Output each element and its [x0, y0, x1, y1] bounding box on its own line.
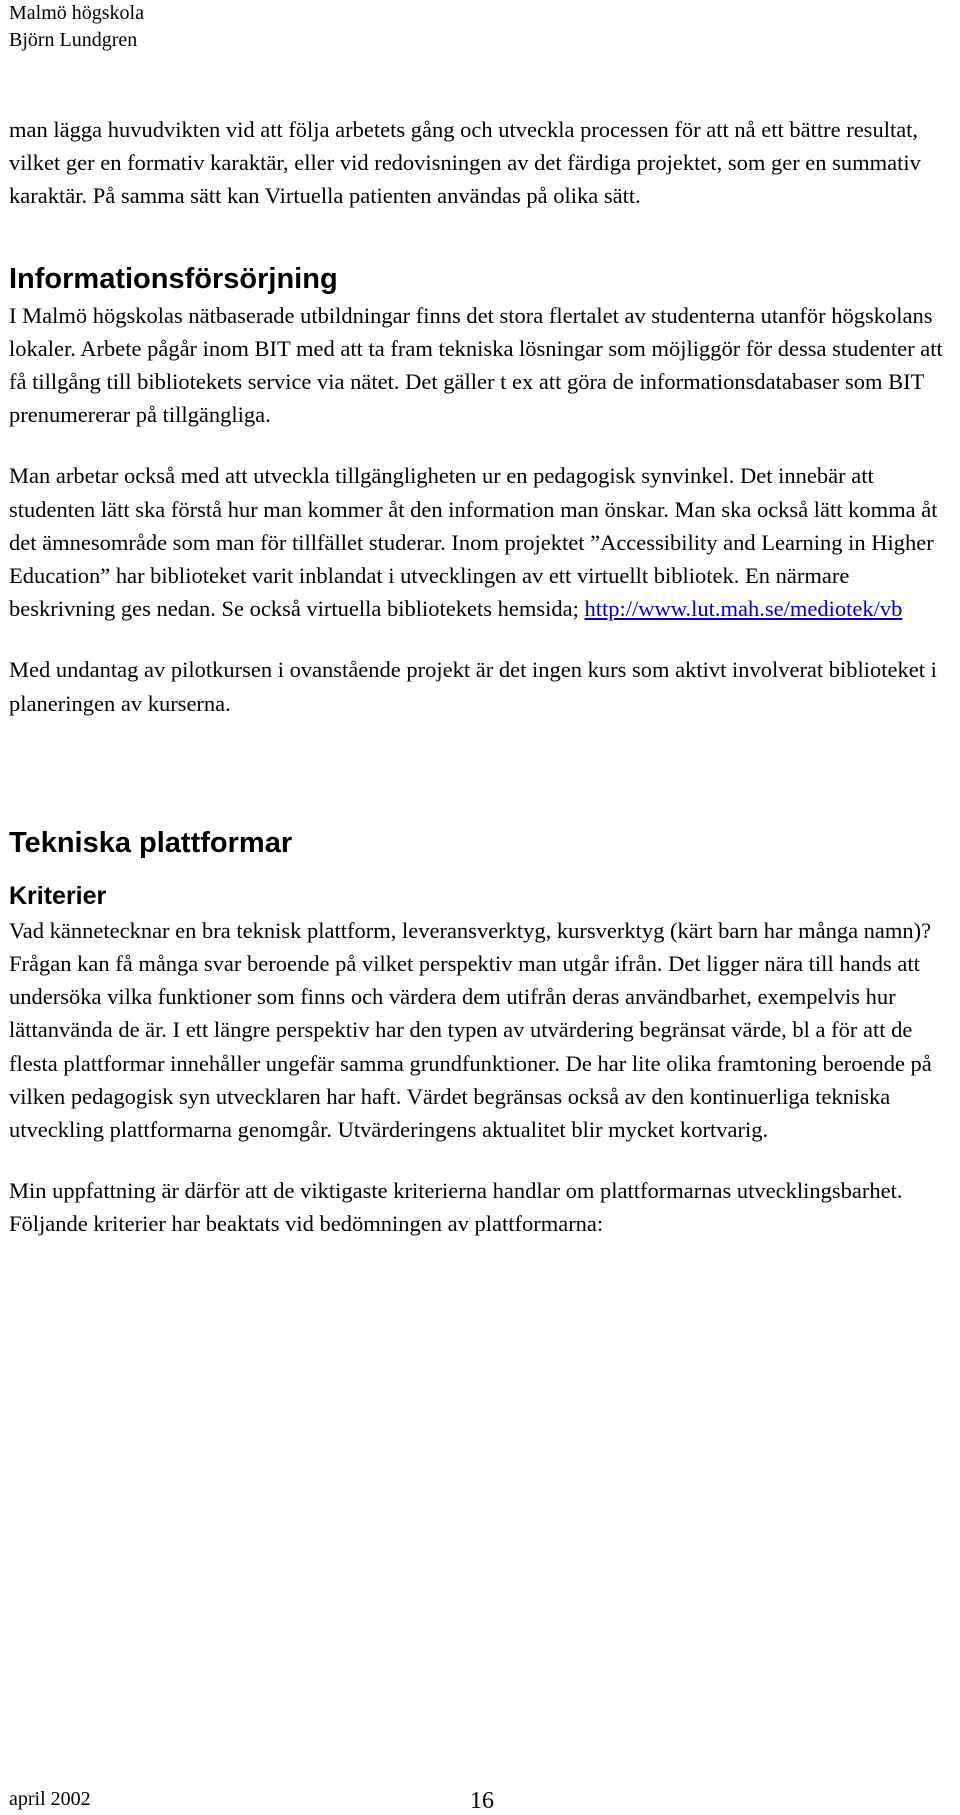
info-paragraph-2 — [9, 459, 954, 625]
platforms-paragraph-1: Vad kännetecknar en bra teknisk plattform, leveransverktyg, kursverktyg (kärt barn har många namn)? Frågan kan få många svar beroende på vilket perspektiv man utgår ifrån. Det ligger nära till hands att undersöka vilka funktioner som finns och värdera dem utifrån deras användbarhet, exempelvis hur lättanvända de är. I ett längre perspektiv har den typen av utvärdering begränsat värde, bl a för att de flesta plattformar innehåller ungefär samma grundfunktioner. De har lite olika framtoning beroende på vilken pedagogisk syn utvecklaren har haft. Värdet begränsas också av den kontinuerliga tekniska utveckling plattformarna genomgår. Utvärderingens aktualitet blir mycket kortvarig. — [9, 917, 932, 1143]
section-heading-tekniska-plattformar: Tekniska plattformar — [9, 826, 293, 859]
info-paragraph-3: Med undantag av pilotkursen i ovanstående projekt är det ingen kurs som aktivt involverat biblioteket i planeringen av kurserna. — [9, 657, 937, 716]
running-header — [9, 0, 144, 54]
subheading-kriterier: Kriterier — [9, 881, 107, 910]
info-paragraph-1: I Malmö högskolas nätbaserade utbildningar finns det stora flertalet av studenterna utanför högskolans lokaler. Arbete pågår inom BIT med att ta fram tekniska lösningar som möjliggör för dessa studenter att få tillgång till bibliotekets service via nätet. Det gäller t ex att göra de informationsdatabaser som BIT prenumererar på tillgängliga. — [9, 302, 943, 428]
footer-page-number: 16 — [470, 1788, 494, 1814]
virtual-library-link[interactable]: http://www.lut.mah.se/mediotek/vb — [584, 596, 903, 622]
intro-paragraph: man lägga huvudvikten vid att följa arbetets gång och utveckla processen för att nå ett bättre resultat, vilket ger en formativ karaktär, eller vid redovisningen av det färdiga projektet, som ger en summativ karaktär. På samma sätt kan Virtuella patienten användas på olika sätt. — [9, 117, 921, 209]
document-body — [9, 113, 954, 1241]
platforms-paragraph-2: Min uppfattning är därför att de viktigaste kriterierna handlar om plattformarnas utvecklingsbarhet. Följande kriterier har beaktats vid bedömningen av plattformarna: — [9, 1178, 903, 1237]
footer-date: april 2002 — [9, 1788, 91, 1810]
info-paragraph-2-text: Man arbetar också med att utveckla tillgängligheten ur en pedagogisk synvinkel. Det innebär att studenten lätt ska förstå hur man kommer åt den information man önskar. Man ska också lätt komma åt det ämnesområde som man för tillfället studerar. Inom projektet ”Accessibility and Learning in Higher Education” har biblioteket varit inblandat i utvecklingen av ett virtuellt bibliotek. En närmare beskrivning ges nedan. Se också virtuella bibliotekets hemsida; — [9, 463, 938, 622]
header-author: Björn Lundgren — [9, 29, 138, 51]
section-heading-informationsforsorjning: Informationsförsörjning — [9, 262, 338, 295]
header-institution: Malmö högskola — [9, 2, 144, 24]
